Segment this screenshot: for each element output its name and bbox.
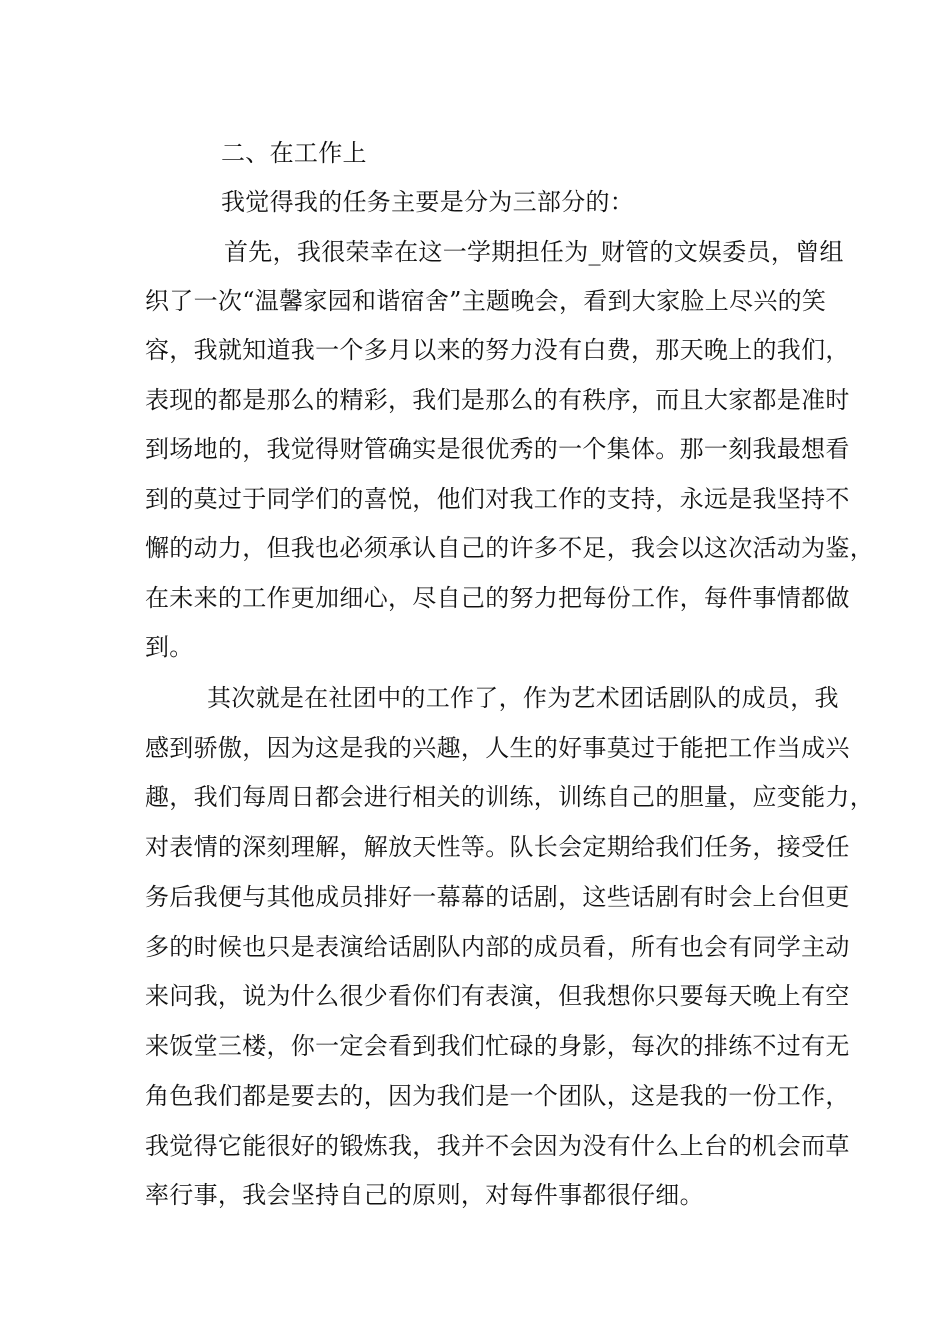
paragraph-line: 务后我便与其他成员排好一幕幕的话剧，这些话剧有时会上台但更 <box>145 883 850 911</box>
paragraph-line: 容，我就知道我一个多月以来的努力没有白费，那天晚上的我们， <box>145 336 850 364</box>
paragraph-line: 率行事，我会坚持自己的原则，对每件事都很仔细。 <box>145 1181 704 1209</box>
paragraph-line: 织了一次“温馨家园和谐宿舍”主题晚会，看到大家脸上尽兴的笑 <box>145 287 827 315</box>
paragraph-line: 表现的都是那么的精彩，我们是那么的有秩序，而且大家都是准时 <box>145 386 850 414</box>
paragraph-line: 多的时候也只是表演给话剧队内部的成员看，所有也会有同学主动 <box>145 933 850 961</box>
paragraph-line: 我觉得它能很好的锻炼我，我并不会因为没有什么上台的机会而草 <box>145 1132 850 1160</box>
intro-text: 我觉得我的任务主要是分为三部分的： <box>221 188 635 216</box>
section-heading: 二、在工作上 <box>221 139 367 167</box>
paragraph-line: 在未来的工作更加细心，尽自己的努力把每份工作，每件事情都做 <box>145 584 850 612</box>
paragraph-line: 到场地的，我觉得财管确实是很优秀的一个集体。那一刻我最想看 <box>145 435 850 463</box>
paragraph-line: 首先，我很荣幸在这一学期担任为_财管的文娱委员，曾组 <box>224 238 844 266</box>
paragraph-line: 到。 <box>145 633 194 661</box>
paragraph-line: 其次就是在社团中的工作了，作为艺术团话剧队的成员，我 <box>207 684 839 712</box>
paragraph-line: 到的莫过于同学们的喜悦，他们对我工作的支持，永远是我坚持不 <box>145 485 850 513</box>
paragraph-line: 趣，我们每周日都会进行相关的训练，训练自己的胆量，应变能力， <box>145 783 874 811</box>
paragraph-line: 对表情的深刻理解，解放天性等。队长会定期给我们任务，接受任 <box>145 833 850 861</box>
paragraph-line: 来问我，说为什么很少看你们有表演，但我想你只要每天晚上有空 <box>145 982 850 1010</box>
paragraph-line: 来饭堂三楼，你一定会看到我们忙碌的身影，每次的排练不过有无 <box>145 1032 850 1060</box>
paragraph-line: 角色我们都是要去的，因为我们是一个团队，这是我的一份工作， <box>145 1082 850 1110</box>
paragraph-line: 感到骄傲，因为这是我的兴趣，人生的好事莫过于能把工作当成兴 <box>145 734 850 762</box>
paragraph-line: 懈的动力，但我也必须承认自己的许多不足，我会以这次活动为鉴， <box>145 534 874 562</box>
